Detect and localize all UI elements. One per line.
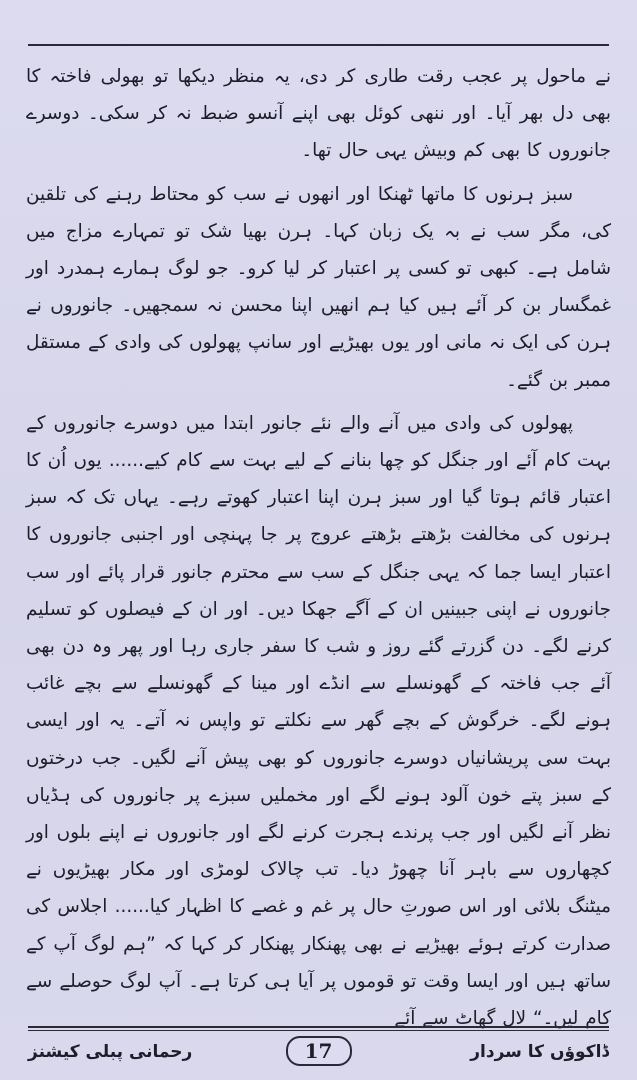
paragraph-3: پھولوں کی وادی میں آنے والے نئے جانور ابتدا میں دوسرے جانوروں کے بہت کام آئے اور جنگل کو چھا بنانے کے لیے بہت سے کام کیے...... یوں اُن کا اعتبار قائم ہوتا گیا اور سبز ہرن اپنا اعتبار کھوتے رہے۔ یہاں تک کہ سبز ہرنوں کی مخالفت بڑھتے بڑھتے عروج پر جا پہنچی اور اجنبی جانوروں کا اعتبار ایسا جما کہ یہی جنگل کے سب سے محترم جانور قرار پائے اور سب جانوروں نے اپنی جبینیں ان کے آگے جھکا دیں۔ اور ان کے فیصلوں کو تسلیم کرنے لگے۔ دن گزرتے گئے روز و شب کا سفر جاری رہا اور پھر وہ دن بھی آئے جب فاختہ کے گھونسلے سے انڈے اور مینا کے گھونسلے سے بچے غائب ہونے لگے۔ خرگوش کے بچے گھر سے نکلتے تو واپس نہ آتے۔ یہ اور ایسی بہت سی پریشانیاں دوسرے جانوروں کو بھی پیش آنے لگیں۔ جب درختوں کے سبز پتے خون آلود ہونے لگے اور مخملیں سبزے پر جانوروں کی ہڈیاں نظر آنے لگیں اور جب پرندے ہجرت کرنے لگے اور جانوروں نے اپنے بلوں اور کچھاروں سے باہر آنا چھوڑ دیا۔ تب چالاک لومڑی اور مکار بھیڑیوں نے میٹنگ بلائی اور اس صورتِ حال پر غم و غصے کا اظہار کیا...... اجلاس کی صدارت کرتے ہوئے بھیڑیے نے بھی پھنکار پھنکار کر کہا کہ ”ہم لوگ آپ کے ساتھ ہیں اور ایسا وقت تو قوموں پر آیا ہی کرتا ہے۔ آپ لوگ حوصلے سے کام لیں۔“ لال گھاٹ سے آئے [26,412,611,1030]
body-text [26,58,611,1030]
header-rule [28,44,609,46]
footer-rule-thin [28,1030,609,1031]
paragraph-1: نے ماحول پر عجب رقت طاری کر دی، یہ منظر دیکھا تو بھولی فاختہ کا بھی دل بھر آیا۔ اور ننھی کوئل بھی اپنے آنسو ضبط نہ کر سکی۔ دوسرے جانوروں کا بھی کم وبیش یہی حال تھا۔ [26,66,611,162]
publisher-name: رحمانی پبلی کیشنز [28,1042,193,1062]
page-number: 17 [286,1036,352,1066]
book-title: ڈاکوؤں کا سردار [470,1042,609,1062]
paragraph-2: سبز ہرنوں کا ماتھا ٹھنکا اور انھوں نے سب کو محتاط رہنے کی تلقین کی، مگر سب نے بہ یک زبان کہا۔ ہرن بھیا شک تو تمہارے مزاج میں شامل ہے۔ کبھی تو کسی پر اعتبار کر لیا کرو۔ جو لوگ ہمارے ہمدرد اور غمگسار بن کر آئے ہیں کیا ہم انھیں اپنا محسن نہ سمجھیں۔ جانوروں نے ہرن کی ایک نہ مانی اور یوں بھیڑیے اور سانپ پھولوں کی وادی کے مستقل ممبر بن گئے۔ [26,183,611,391]
page-footer [28,1036,609,1072]
footer-rule [28,1026,609,1028]
